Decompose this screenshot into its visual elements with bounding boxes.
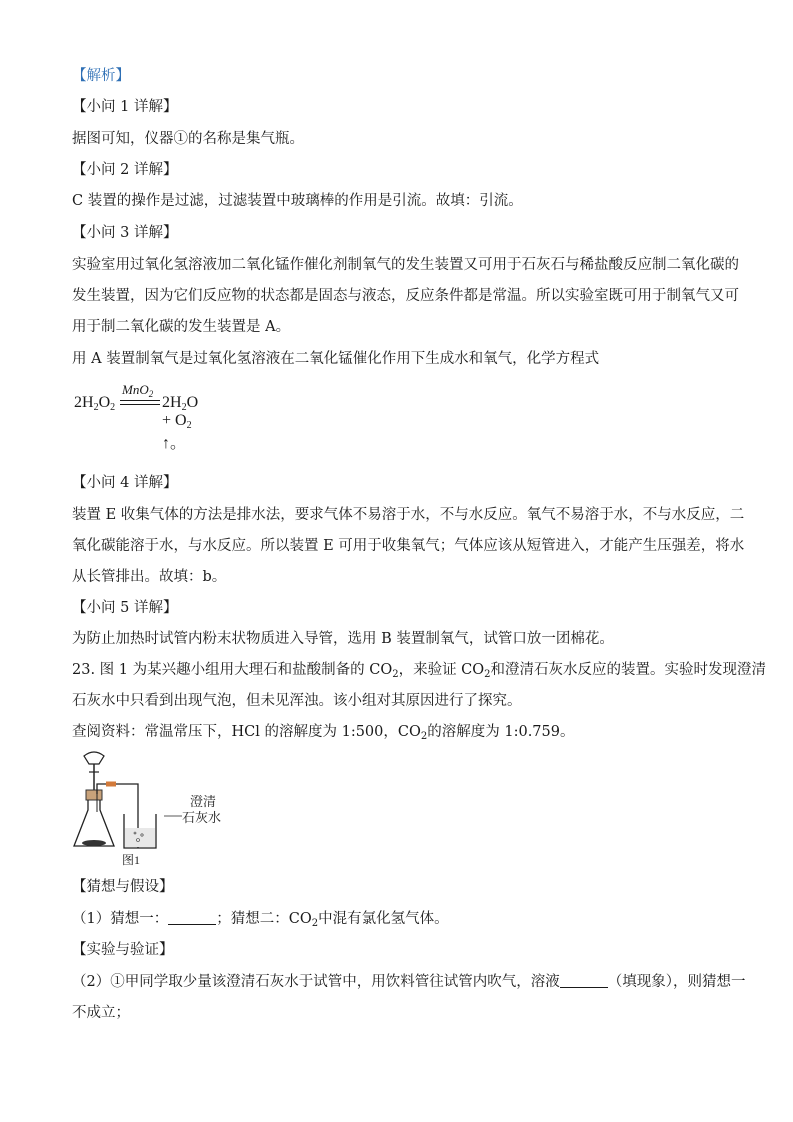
equation-products: $2H_2O + O_2$ ↑。: [162, 394, 199, 452]
analysis-heading: 【解析】: [72, 68, 130, 84]
equation-double-line: [120, 400, 160, 405]
exp-line2: 不成立；: [72, 1005, 130, 1021]
equation-catalyst: MnO$_2$: [122, 382, 154, 399]
q23-line1: 23. 图 1 为某兴趣小组用大理石和盐酸制备的 $CO_2$，来验证 $CO_2$和澄清石灰水反应的装置。实验时发现澄清: [72, 662, 767, 680]
exp-title: 【实验与验证】: [72, 942, 174, 958]
apparatus-figure: [72, 750, 242, 868]
q4-line3: 从长管排出。故填：b。: [72, 569, 227, 585]
q23-info: 查阅资料：常温常压下，HCl 的溶解度为 1:500，$CO_2$的溶解度为 1:0.759。: [72, 724, 575, 742]
q3-line2: 发生装置，因为它们反应物的状态都是固态与液态，反应条件都是常温。所以实验室既可用于制氧气又可: [72, 288, 739, 304]
answer-blank-2[interactable]: [560, 973, 608, 988]
equation-reactant: $2H_2O_2$: [74, 394, 116, 413]
funnel-icon: [84, 752, 104, 764]
q3-line4: 用 A 装置制氧气是过氧化氢溶液在二氧化锰催化作用下生成水和氧气，化学方程式: [72, 351, 600, 367]
guess-title: 【猜想与假设】: [72, 879, 174, 895]
q2-text: C 装置的操作是过滤，过滤装置中玻璃棒的作用是引流。故填：引流。: [72, 193, 523, 209]
stopper-icon: [86, 790, 102, 800]
q3-title: 【小问 3 详解】: [72, 225, 178, 241]
q4-title: 【小问 4 详解】: [72, 475, 178, 491]
q2-title: 【小问 2 详解】: [72, 162, 178, 178]
answer-blank-1[interactable]: [168, 910, 216, 925]
q4-line2: 氧化碳能溶于水，与水反应。所以装置 E 可用于收集氧气；气体应该从短管进入，才能产生压强差，将水: [72, 538, 745, 554]
fig-label-1: 澄清: [190, 794, 217, 809]
q4-line1: 装置 E 收集气体的方法是排水法，要求气体不易溶于水，不与水反应。氧气不易溶于水，不与水反应，二: [72, 507, 745, 523]
fig-caption: 图1: [122, 853, 141, 867]
q3-line1: 实验室用过氧化氢溶液加二氧化锰作催化剂制氧气的发生装置又可用于石灰石与稀盐酸反应制二氧化碳的: [72, 257, 739, 273]
flask-icon: [74, 800, 114, 846]
q23-line2: 石灰水中只看到出现气泡，但未见浑浊。该小组对其原因进行了探究。: [72, 693, 522, 709]
fig-label-2: 石灰水: [182, 810, 222, 825]
exp-line1: （2）①甲同学取少量该澄清石灰水于试管中，用饮料管往试管内吹气，溶液 （填现象），则猜想一: [72, 974, 746, 990]
q5-title: 【小问 5 详解】: [72, 600, 178, 616]
guess-line: （1）猜想一： ；猜想二：$CO_2$中混有氯化氢气体。: [72, 911, 449, 929]
q1-title: 【小问 1 详解】: [72, 99, 178, 115]
q1-text: 据图可知，仪器①的名称是集气瓶。: [72, 131, 304, 147]
q3-line3: 用于制二氧化碳的发生装置是 A。: [72, 319, 291, 335]
q5-text: 为防止加热时试管内粉末状物质进入导管，选用 B 装置制氧气，试管口放一团棉花。: [72, 631, 614, 647]
